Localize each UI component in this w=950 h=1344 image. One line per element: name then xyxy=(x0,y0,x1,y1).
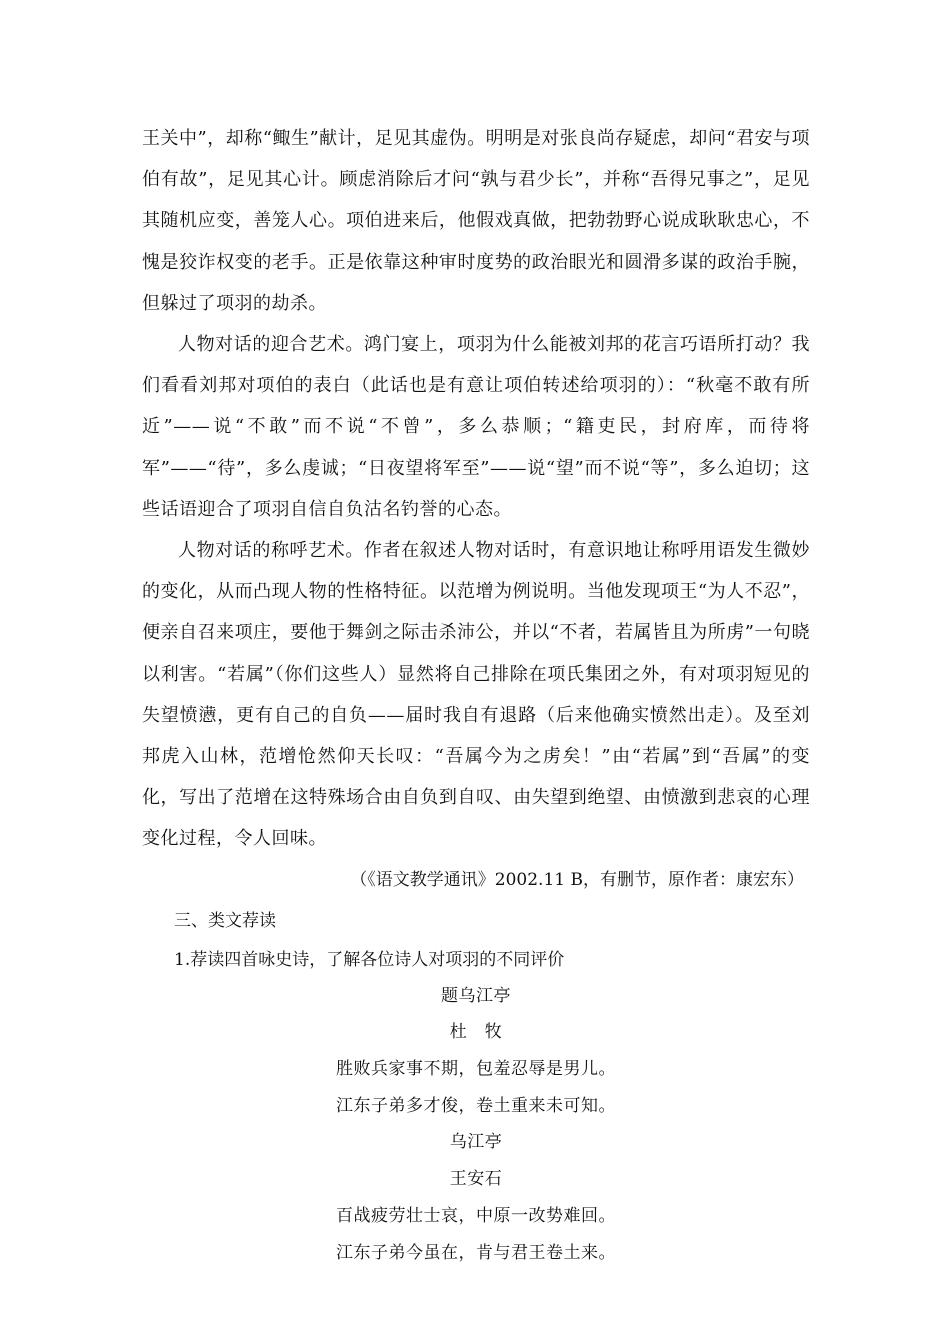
section-heading: 三、类文荐读 xyxy=(174,910,276,931)
poem-line: 江东子弟今虽在，肯与君王卷土来。 xyxy=(336,1242,616,1263)
poem-title: 乌江亭 xyxy=(449,1132,503,1153)
poem-line: 胜败兵家事不期，包羞忍辱是男儿。 xyxy=(336,1059,616,1080)
source-citation: （《语文教学通讯》2002.11 B，有删节，原作者：康宏东） xyxy=(350,869,804,890)
document-body xyxy=(142,118,810,1271)
list-item-1: 1.荐读四首咏史诗，了解各位诗人对项羽的不同评价 xyxy=(174,949,565,970)
poem-line: 江东子弟多才俊，卷土重来未可知。 xyxy=(336,1095,616,1116)
poem-line: 百战疲劳壮士哀，中原一改势难回。 xyxy=(336,1205,616,1226)
poem-1 xyxy=(142,978,810,1125)
poem-author: 王安石 xyxy=(449,1169,503,1190)
paragraph-dialogue-flattery: 人物对话的迎合艺术。鸿门宴上，项羽为什么能被刘邦的花言巧语所打动？我们看看刘邦对项伯的表白（此话也是有意让项伯转述给项羽的）：“秋毫不敢有所近”——说“不敢”而不说“不曾”，多么恭顺；“籍吏民，封府库，而待将军”——“待”，多么虔诚；“日夜望将军至”——说“望”而不说“等”，多么迫切；这些话语迎合了项羽自信自负沽名钓誉的心态。 xyxy=(142,334,810,520)
paragraph-continuation: 王关中”，却称“鲰生”献计，足见其虚伪。明明是对张良尚存疑虑，却问“君安与项伯有故”，足见其心计。顾虑消除后才问“孰与君少长”，并称“吾得兄事之”，足见其随机应变，善笼人心。项伯进来后，他假戏真做，把勃勃野心说成耿耿忠心，不愧是狡诈权变的老手。正是依靠这种审时度势的政治眼光和圆滑多谋的政治手腕，但躲过了项羽的劫杀。 xyxy=(142,128,810,314)
paragraph-dialogue-address: 人物对话的称呼艺术。作者在叙述人物对话时，有意识地让称呼用语发生微妙的变化，从而凸现人物的性格特征。以范增为例说明。当他发现项王“为人不忍”，便亲自召来项庄，要他于舞剑之际击杀沛公，并以“不者，若属皆且为所虏”一句晓以利害。“若属”（你们这些人）显然将自己排除在项氏集团之外，有对项羽短见的失望愤懑，更有自己的自负——届时我自有退路（后来他确实愤然出走）。及至刘邦虎入山林，范增怆然仰天长叹：“吾属今为之虏矣！”由“若属”到“吾属”的变化，写出了范增在这特殊场合由自负到自叹、由失望到绝望、由愤激到悲哀的心理变化过程，令人回味。 xyxy=(142,540,810,850)
poem-author: 杜 牧 xyxy=(449,1022,503,1043)
poem-title: 题乌江亭 xyxy=(441,985,511,1006)
poem-2 xyxy=(142,1124,810,1271)
